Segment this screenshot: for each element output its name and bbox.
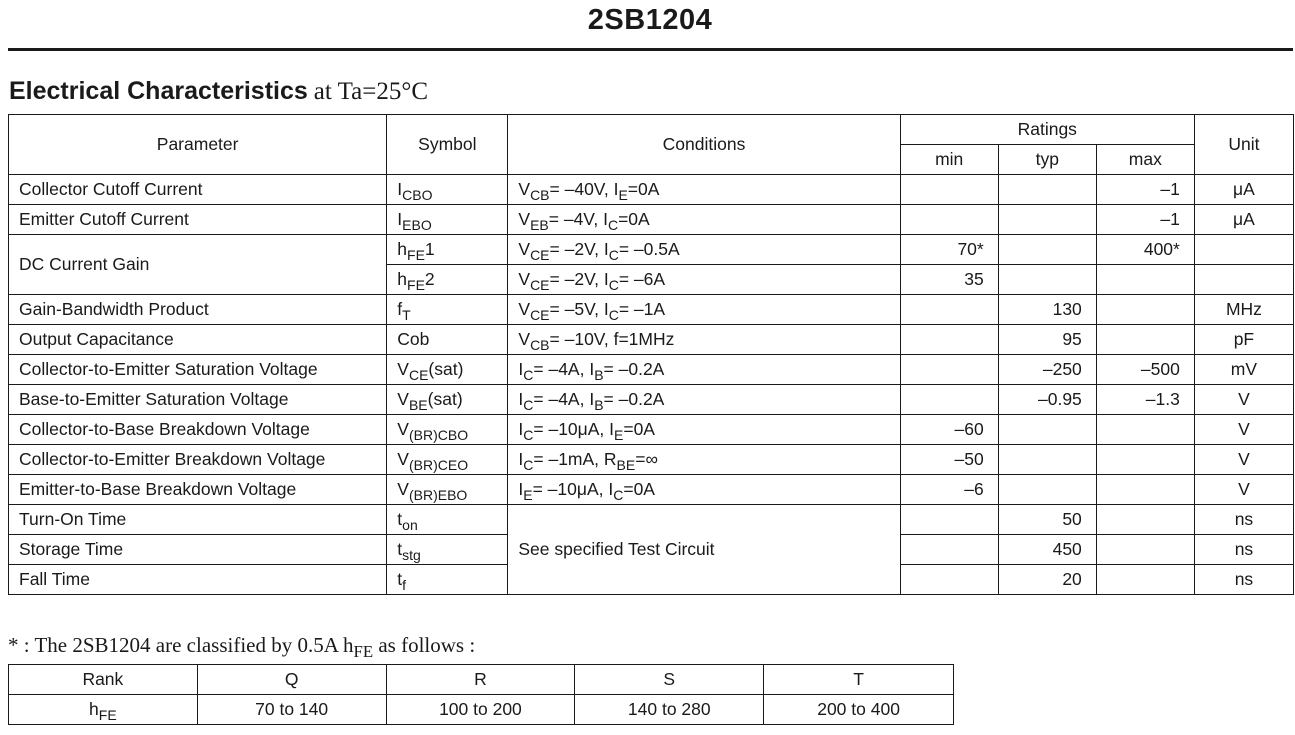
table-row (9, 295, 1294, 325)
conditions-cell (508, 175, 900, 205)
typ-cell: 50 (998, 505, 1096, 535)
footnote-prefix: * : The 2SB1204 are classified by 0.5A h (8, 633, 354, 657)
typ-cell: –250 (998, 355, 1096, 385)
condition-text: = –4A, I (533, 359, 595, 379)
symbol-cell (387, 385, 508, 415)
min-cell (900, 175, 998, 205)
header-conditions: Conditions (508, 115, 900, 175)
conditions-cell (508, 415, 900, 445)
unit-cell: μA (1194, 205, 1293, 235)
header-min: min (900, 145, 998, 175)
table-row (9, 175, 1294, 205)
symbol-cell (387, 415, 508, 445)
symbol-cell (387, 505, 508, 535)
max-cell: 400* (1096, 235, 1194, 265)
symbol-cell (387, 205, 508, 235)
param-cell: Base-to-Emitter Saturation Voltage (9, 385, 387, 415)
unit-cell (1194, 235, 1293, 265)
symbol-tail: 1 (424, 239, 435, 259)
max-cell: –1 (1096, 175, 1194, 205)
condition-sub: CE (530, 247, 550, 263)
hfe-label-cell (9, 695, 198, 725)
condition-text: = –4V, I (548, 209, 608, 229)
symbol-main: h (397, 239, 408, 259)
typ-cell (998, 235, 1096, 265)
condition-text: V (518, 299, 531, 319)
typ-cell: 95 (998, 325, 1096, 355)
symbol-main: h (397, 269, 408, 289)
condition-text: I (518, 419, 524, 439)
table-row (9, 355, 1294, 385)
electrical-characteristics-table (8, 114, 1294, 595)
condition-sub: CE (530, 307, 550, 323)
min-cell: 35 (900, 265, 998, 295)
rank-row (9, 665, 954, 695)
symbol-cell (387, 175, 508, 205)
symbol-main: t (397, 509, 403, 529)
symbol-sub: FE (407, 247, 425, 263)
header-typ: typ (998, 145, 1096, 175)
condition-text: = –2V, I (549, 239, 609, 259)
footnote-sub: FE (353, 642, 374, 661)
param-cell: Collector Cutoff Current (9, 175, 387, 205)
symbol-sub: stg (402, 547, 421, 563)
min-cell: –60 (900, 415, 998, 445)
header-ratings: Ratings (900, 115, 1194, 145)
condition-text: = –0.2A (603, 359, 665, 379)
rank-cell: Q (197, 665, 386, 695)
condition-text: =0A (618, 209, 650, 229)
symbol-sub: FE (407, 277, 425, 293)
symbol-main: t (397, 569, 403, 589)
symbol-main: f (397, 299, 403, 319)
unit-cell (1194, 265, 1293, 295)
param-cell: Collector-to-Base Breakdown Voltage (9, 415, 387, 445)
condition-text: I (518, 449, 524, 469)
unit-cell: V (1194, 415, 1293, 445)
conditions-cell (508, 385, 900, 415)
conditions-cell (508, 325, 900, 355)
typ-cell: 20 (998, 565, 1096, 595)
min-cell: –6 (900, 475, 998, 505)
classification-footnote (8, 633, 476, 661)
table-row (9, 205, 1294, 235)
condition-text: = –10μA, I (532, 479, 614, 499)
condition-sub: C (608, 247, 619, 263)
max-cell (1096, 415, 1194, 445)
conditions-cell (508, 265, 900, 295)
max-cell: –500 (1096, 355, 1194, 385)
condition-text: = –0.5A (618, 239, 680, 259)
condition-text: = –2V, I (549, 269, 609, 289)
typ-cell (998, 265, 1096, 295)
condition-text: = –10V, f=1MHz (549, 329, 675, 349)
symbol-cell (387, 475, 508, 505)
condition-sub: C (607, 217, 619, 233)
symbol-cell (387, 295, 508, 325)
param-cell: Gain-Bandwidth Product (9, 295, 387, 325)
min-cell (900, 205, 998, 235)
symbol-sub: on (402, 517, 418, 533)
symbol-main: I (397, 209, 403, 229)
param-cell: Collector-to-Emitter Breakdown Voltage (9, 445, 387, 475)
max-cell (1096, 295, 1194, 325)
typ-cell (998, 475, 1096, 505)
conditions-cell (508, 295, 900, 325)
unit-cell: ns (1194, 565, 1293, 595)
condition-sub: C (613, 487, 624, 503)
symbol-sub: (BR)CEO (408, 457, 469, 473)
symbol-main: t (397, 539, 403, 559)
unit-cell: ns (1194, 505, 1293, 535)
symbol-sub: T (402, 307, 411, 323)
min-cell: 70* (900, 235, 998, 265)
condition-text: =0A (623, 419, 655, 439)
symbol-cell (387, 235, 508, 265)
param-cell: Emitter Cutoff Current (9, 205, 387, 235)
max-cell: –1.3 (1096, 385, 1194, 415)
unit-cell: V (1194, 475, 1293, 505)
document-title: 2SB1204 (587, 4, 713, 36)
condition-text: = –10μA, I (533, 419, 614, 439)
min-cell: –50 (900, 445, 998, 475)
table-row (9, 445, 1294, 475)
condition-sub: E (523, 487, 533, 503)
symbol-cell (387, 265, 508, 295)
conditions-cell (508, 445, 900, 475)
param-cell: Fall Time (9, 565, 387, 595)
param-cell: Emitter-to-Base Breakdown Voltage (9, 475, 387, 505)
condition-sub: EB (530, 217, 549, 233)
conditions-cell (508, 235, 900, 265)
param-cell: DC Current Gain (9, 235, 387, 295)
condition-text: = –40V, I (549, 179, 619, 199)
symbol-sub: EBO (402, 217, 432, 233)
symbol-main: V (397, 449, 409, 469)
min-cell (900, 385, 998, 415)
condition-text: =0A (623, 479, 655, 499)
typ-cell (998, 445, 1096, 475)
symbol-sub: (BR)CBO (408, 427, 469, 443)
param-cell: Storage Time (9, 535, 387, 565)
condition-sub: C (523, 427, 534, 443)
hfe-range-cell: 100 to 200 (386, 695, 575, 725)
condition-sub: C (523, 397, 534, 413)
condition-text: I (518, 479, 524, 499)
condition-text: V (518, 269, 531, 289)
symbol-main: I (397, 179, 403, 199)
max-cell (1096, 265, 1194, 295)
min-cell (900, 565, 998, 595)
symbol-tail: 2 (424, 269, 435, 289)
condition-text: V (518, 239, 531, 259)
max-cell (1096, 505, 1194, 535)
symbol-tail: (sat) (428, 359, 464, 379)
rank-cell: S (575, 665, 764, 695)
footnote-suffix: as follows : (373, 633, 476, 657)
symbol-cell (387, 535, 508, 565)
condition-sub: CB (530, 337, 550, 353)
symbol-sub: (BR)EBO (408, 487, 468, 503)
rank-label-cell: Rank (9, 665, 198, 695)
section-heading-text: Electrical Characteristics (9, 77, 308, 105)
unit-cell: MHz (1194, 295, 1293, 325)
hfe-range-cell: 70 to 140 (197, 695, 386, 725)
conditions-cell (508, 205, 900, 235)
unit-cell: μA (1194, 175, 1293, 205)
max-cell (1096, 535, 1194, 565)
symbol-main: V (397, 389, 409, 409)
typ-cell: 450 (998, 535, 1096, 565)
symbol-cell (387, 445, 508, 475)
condition-sub: E (614, 427, 624, 443)
condition-text: = –5V, I (549, 299, 609, 319)
symbol-cell (387, 325, 508, 355)
hfe-range-row (9, 695, 954, 725)
table-row (9, 505, 1294, 535)
condition-sub: E (618, 187, 628, 203)
condition-text: V (518, 209, 531, 229)
table-row (9, 415, 1294, 445)
unit-cell: mV (1194, 355, 1293, 385)
condition-text: =0A (627, 179, 660, 199)
symbol-cell (387, 565, 508, 595)
typ-cell (998, 175, 1096, 205)
rank-cell: T (764, 665, 954, 695)
condition-sub: C (608, 307, 619, 323)
condition-sub: C (608, 277, 619, 293)
typ-cell (998, 415, 1096, 445)
max-cell (1096, 565, 1194, 595)
table-row (9, 235, 1294, 265)
condition-text: I (518, 359, 524, 379)
switching-conditions-cell: See specified Test Circuit (508, 505, 900, 595)
condition-text: = –0.2A (603, 389, 665, 409)
condition-sub: B (594, 397, 604, 413)
hfe-label-sub: FE (98, 707, 117, 723)
symbol-sub: BE (408, 397, 428, 413)
condition-sub: C (523, 457, 534, 473)
condition-sub: CE (530, 277, 550, 293)
unit-cell: ns (1194, 535, 1293, 565)
param-cell: Collector-to-Emitter Saturation Voltage (9, 355, 387, 385)
title-rule (8, 48, 1293, 51)
min-cell (900, 355, 998, 385)
conditions-cell (508, 475, 900, 505)
rank-cell: R (386, 665, 575, 695)
condition-text: = –4A, I (533, 389, 595, 409)
hfe-range-cell: 200 to 400 (764, 695, 954, 725)
table-row (9, 325, 1294, 355)
hfe-range-cell: 140 to 280 (575, 695, 764, 725)
max-cell (1096, 475, 1194, 505)
header-unit: Unit (1194, 115, 1293, 175)
unit-cell: V (1194, 385, 1293, 415)
section-heading-condition: at Ta=25°C (313, 78, 429, 105)
symbol-main: V (397, 359, 409, 379)
condition-sub: CB (530, 187, 550, 203)
typ-cell: –0.95 (998, 385, 1096, 415)
min-cell (900, 295, 998, 325)
typ-cell: 130 (998, 295, 1096, 325)
unit-cell: V (1194, 445, 1293, 475)
min-cell (900, 505, 998, 535)
max-cell: –1 (1096, 205, 1194, 235)
symbol-tail: (sat) (427, 389, 463, 409)
unit-cell: pF (1194, 325, 1293, 355)
min-cell (900, 535, 998, 565)
symbol-sub: f (402, 577, 407, 593)
max-cell (1096, 325, 1194, 355)
condition-sub: B (594, 367, 604, 383)
condition-text: I (518, 389, 524, 409)
table-row (9, 385, 1294, 415)
symbol-sub: CBO (402, 187, 433, 203)
min-cell (900, 325, 998, 355)
table-row (9, 475, 1294, 505)
typ-cell (998, 205, 1096, 235)
condition-sub: C (523, 367, 534, 383)
condition-text: = –1A (618, 299, 666, 319)
conditions-cell (508, 355, 900, 385)
header-max: max (1096, 145, 1194, 175)
condition-text: = –1mA, R (533, 449, 617, 469)
header-symbol: Symbol (387, 115, 508, 175)
symbol-cell (387, 355, 508, 385)
symbol-main: V (397, 479, 409, 499)
symbol-sub: CE (408, 367, 429, 383)
symbol-main: Cob (397, 329, 430, 349)
condition-text: =∞ (635, 449, 658, 469)
condition-sub: BE (616, 457, 636, 473)
symbol-main: V (397, 419, 409, 439)
param-cell: Output Capacitance (9, 325, 387, 355)
condition-text: V (518, 329, 531, 349)
condition-text: V (518, 179, 531, 199)
hfe-label-main: h (89, 699, 99, 719)
param-cell: Turn-On Time (9, 505, 387, 535)
max-cell (1096, 445, 1194, 475)
section-heading (9, 77, 428, 106)
rank-classification-table (8, 664, 954, 725)
condition-text: = –6A (618, 269, 666, 289)
header-parameter: Parameter (9, 115, 387, 175)
